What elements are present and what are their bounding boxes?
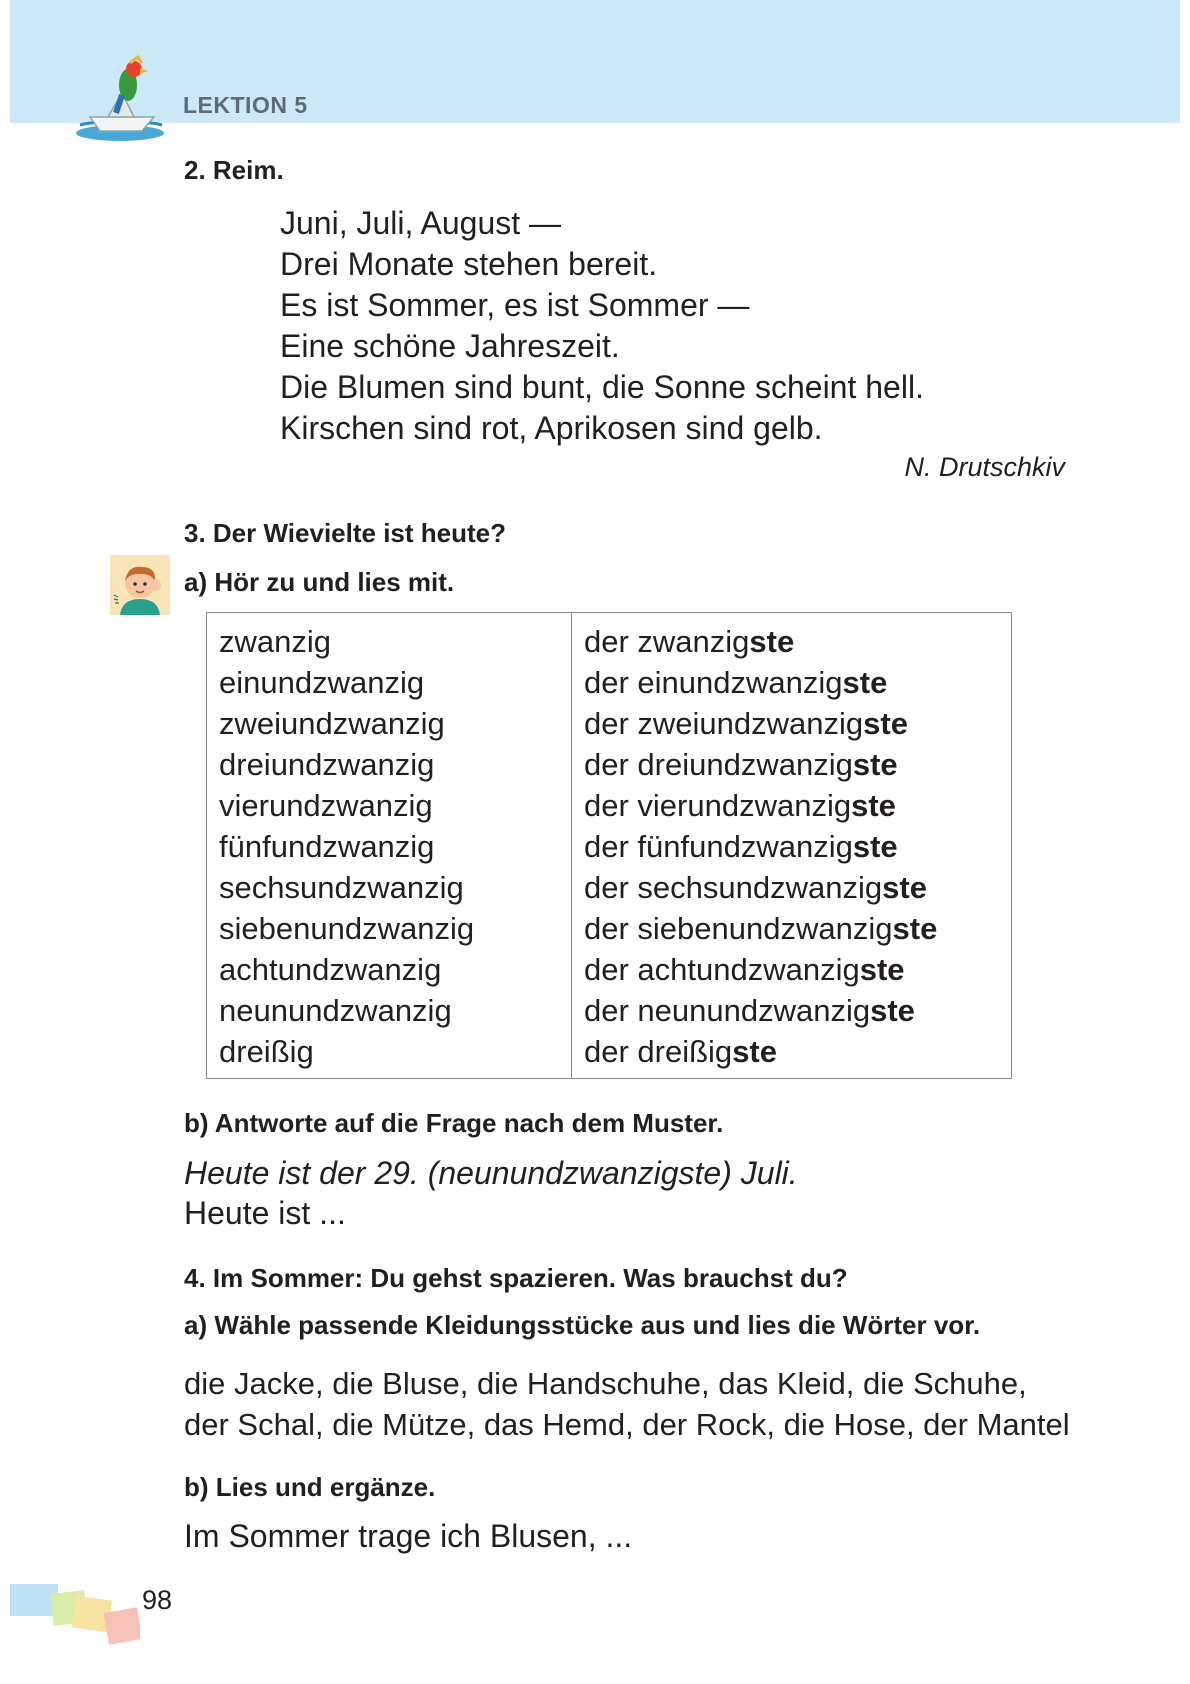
- ordinal-ending: ste: [863, 706, 908, 741]
- poem-line: Die Blumen sind bunt, die Sonne scheint hell.: [280, 369, 924, 405]
- ordinal-number: [584, 744, 999, 785]
- cardinal-number: zwanzig: [219, 624, 331, 659]
- ordinal-number: [584, 867, 999, 908]
- lesson-label: LEKTION 5: [183, 92, 308, 118]
- table-row: [207, 613, 1012, 1079]
- poem-line: Drei Monate stehen bereit.: [280, 246, 658, 282]
- clothing-words-line: der Schal, die Mütze, das Hemd, der Rock, die Hose, der Mantel: [184, 1407, 1070, 1442]
- exercise-3-title: 3. Der Wievielte ist heute?: [184, 518, 506, 548]
- cardinal-number: sechsundzwanzig: [219, 870, 464, 905]
- ordinal-number: [584, 990, 999, 1031]
- exercise-4a-title: a) Wähle passende Kleidungsstücke aus und lies die Wörter vor.: [184, 1310, 981, 1340]
- numbers-table: [206, 612, 1012, 1079]
- exercise-4-title: 4. Im Sommer: Du gehst spazieren. Was brauchst du?: [184, 1263, 848, 1293]
- ordinal-number: [584, 949, 999, 990]
- ordinal-ending: ste: [882, 870, 927, 905]
- poem: [280, 203, 924, 449]
- cardinal-number: fünfundzwanzig: [219, 829, 435, 864]
- cardinal-number: neunundzwanzig: [219, 993, 452, 1028]
- cardinal-number: zweiundzwanzig: [219, 706, 445, 741]
- ordinal-number: [584, 1031, 999, 1072]
- ordinal-ending: ste: [842, 665, 888, 700]
- ordinal-number: [584, 621, 999, 662]
- ordinal-ending: ste: [732, 1034, 777, 1069]
- cardinal-number: achtundzwanzig: [219, 952, 442, 987]
- poem-author: N. Drutschkiv: [904, 452, 1065, 482]
- clothing-words-line: die Jacke, die Bluse, die Handschuhe, das Kleid, die Schuhe,: [184, 1366, 1027, 1401]
- ordinal-stem: der dreißig: [584, 1034, 733, 1069]
- paper-boat-parrot-icon: [72, 55, 182, 145]
- exercise-3a-title: a) Hör zu und lies mit.: [184, 567, 455, 597]
- ordinal-ending: ste: [749, 624, 795, 659]
- ordinal-stem: der fünfundzwanzig: [584, 829, 853, 864]
- ordinal-number: [584, 785, 999, 826]
- colored-squares-decoration: [10, 1580, 140, 1655]
- ordinal-stem: der sechsundzwanzig: [584, 870, 883, 905]
- ordinal-stem: der siebenundzwanzig: [584, 911, 893, 946]
- exercise-2-title: 2. Reim.: [184, 155, 284, 185]
- ordinal-stem: der dreiundzwanzig: [584, 747, 853, 782]
- poem-line: Kirschen sind rot, Aprikosen sind gelb.: [280, 410, 823, 446]
- cardinal-number: einundzwanzig: [219, 665, 425, 700]
- ordinal-stem: der vierundzwanzig: [584, 788, 852, 823]
- ordinal-stem: der zwanzig: [584, 624, 750, 659]
- clothing-words: [184, 1363, 1070, 1445]
- ordinal-stem: der zweiundzwanzig: [584, 706, 864, 741]
- ordinal-number: [584, 826, 999, 867]
- exercise-4b-title: b) Lies und ergänze.: [184, 1472, 436, 1502]
- cardinal-number: vierundzwanzig: [219, 788, 433, 823]
- ordinal-number: [584, 703, 999, 744]
- cardinal-number: dreißig: [219, 1034, 314, 1069]
- cardinal-number: dreiundzwanzig: [219, 747, 435, 782]
- ordinal-ending: ste: [852, 747, 898, 782]
- completion-sentence: Im Sommer trage ich Blusen, ...: [184, 1518, 633, 1554]
- ordinal-stem: der neunundzwanzig: [584, 993, 871, 1028]
- poem-line: Es ist Sommer, es ist Sommer —: [280, 287, 750, 323]
- poem-line: Eine schöne Jahreszeit.: [280, 328, 620, 364]
- ordinal-number: [584, 908, 999, 949]
- cardinal-column: [207, 613, 572, 1079]
- example-sentence: Heute ist der 29. (neunundzwanzigste) Juli.: [184, 1155, 798, 1191]
- ordinal-number: [584, 662, 999, 703]
- answer-prompt: Heute ist ...: [184, 1195, 346, 1231]
- cardinal-number: siebenundzwanzig: [219, 911, 475, 946]
- ordinal-column: [572, 613, 1012, 1079]
- ordinal-stem: der einundzwanzig: [584, 665, 843, 700]
- ordinal-ending: ste: [892, 911, 938, 946]
- ordinal-stem: der achtundzwanzig: [584, 952, 860, 987]
- page-number: 98: [142, 1585, 173, 1615]
- poem-line: Juni, Juli, August —: [280, 205, 562, 241]
- ordinal-ending: ste: [851, 788, 896, 823]
- ordinal-ending: ste: [870, 993, 915, 1028]
- ordinal-ending: ste: [859, 952, 905, 987]
- listening-boy-icon: [110, 555, 170, 615]
- ordinal-ending: ste: [852, 829, 898, 864]
- exercise-3b-title: b) Antworte auf die Frage nach dem Muster.: [184, 1108, 724, 1138]
